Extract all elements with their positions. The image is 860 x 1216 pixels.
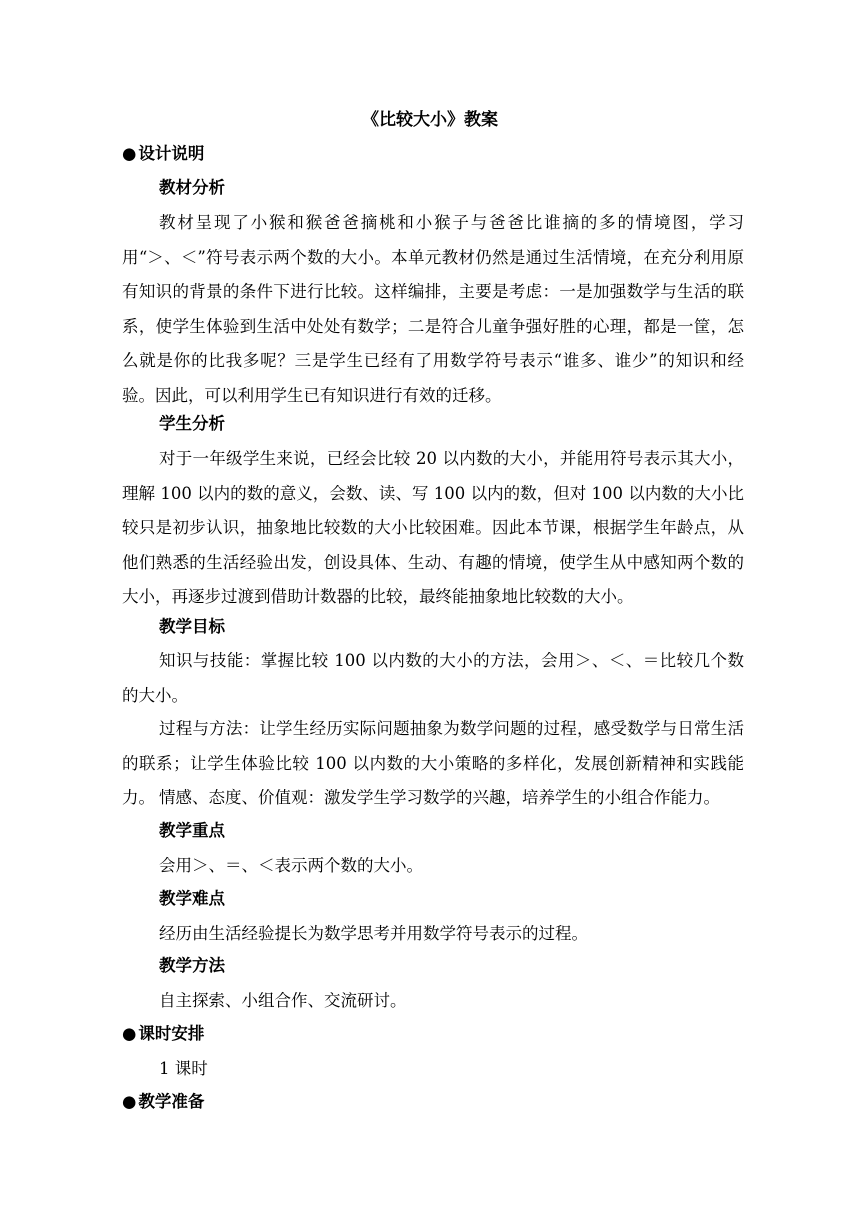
paragraph-schedule: 1 课时: [159, 1059, 208, 1078]
bullet-icon: ●: [122, 144, 137, 163]
section-heading-schedule: [122, 1020, 204, 1048]
paragraph-key-points: 会用＞、＝、＜表示两个数的大小。: [159, 856, 423, 875]
bullet-icon: ●: [122, 1024, 137, 1043]
paragraph-difficulties: 经历由生活经验提长为数学思考并用数学符号表示的过程。: [159, 924, 588, 943]
subheading-difficulties: 教学难点: [159, 889, 225, 908]
subheading-methods: 教学方法: [159, 956, 225, 975]
paragraph-goal-process: 过程与方法：让学生经历实际问题抽象为数学问题的过程，感受数学与日常生活的联系；让学生体验比较 100 以内数的大小策略的多样化，发展创新精神和实践能力。: [122, 719, 744, 807]
section-heading-text: 教学准备: [138, 1092, 205, 1111]
subheading-teaching-goals: 教学目标: [159, 617, 225, 636]
section-heading-preparation: [122, 1088, 204, 1116]
subheading-student-analysis: 学生分析: [159, 414, 225, 433]
paragraph-material-analysis: 教材呈现了小猴和猴爸爸摘桃和小猴子与爸爸比谁摘的多的情境图，学习用“＞、＜”符号表示两个数的大小。本单元教材仍然是通过生活情境，在充分利用原有知识的背景的条件下进行比较。这样编排，主要是考虑：一是加强数学与生活的联系，使学生体验到生活中处处有数学；二是符合儿童争强好胜的心理，都是一筐，怎么就是你的比我多呢？三是学生已经有了用数学符号表示“谁多、谁少”的知识和经验。因此，可以利用学生已有知识进行有效的迁移。: [122, 213, 744, 405]
document-title: 《比较大小》教案: [362, 110, 498, 130]
subheading-key-points: 教学重点: [159, 821, 225, 840]
section-heading-design: [122, 140, 204, 168]
paragraph-goal-emotion: 情感、态度、价值观：激发学生学习数学的兴趣，培养学生的小组合作能力。: [159, 788, 720, 807]
paragraph-goal-knowledge: 知识与技能：掌握比较 100 以内数的大小的方法，会用＞、＜、＝比较几个数的大小。: [122, 651, 744, 705]
section-heading-text: 课时安排: [138, 1024, 205, 1043]
paragraph-methods: 自主探索、小组合作、交流研讨。: [159, 991, 407, 1010]
subheading-material-analysis: 教材分析: [159, 178, 225, 197]
section-heading-text: 设计说明: [138, 144, 205, 163]
paragraph-student-analysis: 对于一年级学生来说，已经会比较 20 以内数的大小，并能用符号表示其大小，理解 100 以内的数的意义，会数、读、写 100 以内的数，但对 100 以内数的大小比较只是初步认识，抽象地比较数的大小比较困难。因此本节课，根据学生年龄点，从他们熟悉的生活经验出发，创设具体、生动、有趣的情境，使学生从中感知两个数的大小，再逐步过渡到借助计数器的比较，最终能抽象地比较数的大小。: [122, 449, 744, 606]
bullet-icon: ●: [122, 1092, 137, 1111]
